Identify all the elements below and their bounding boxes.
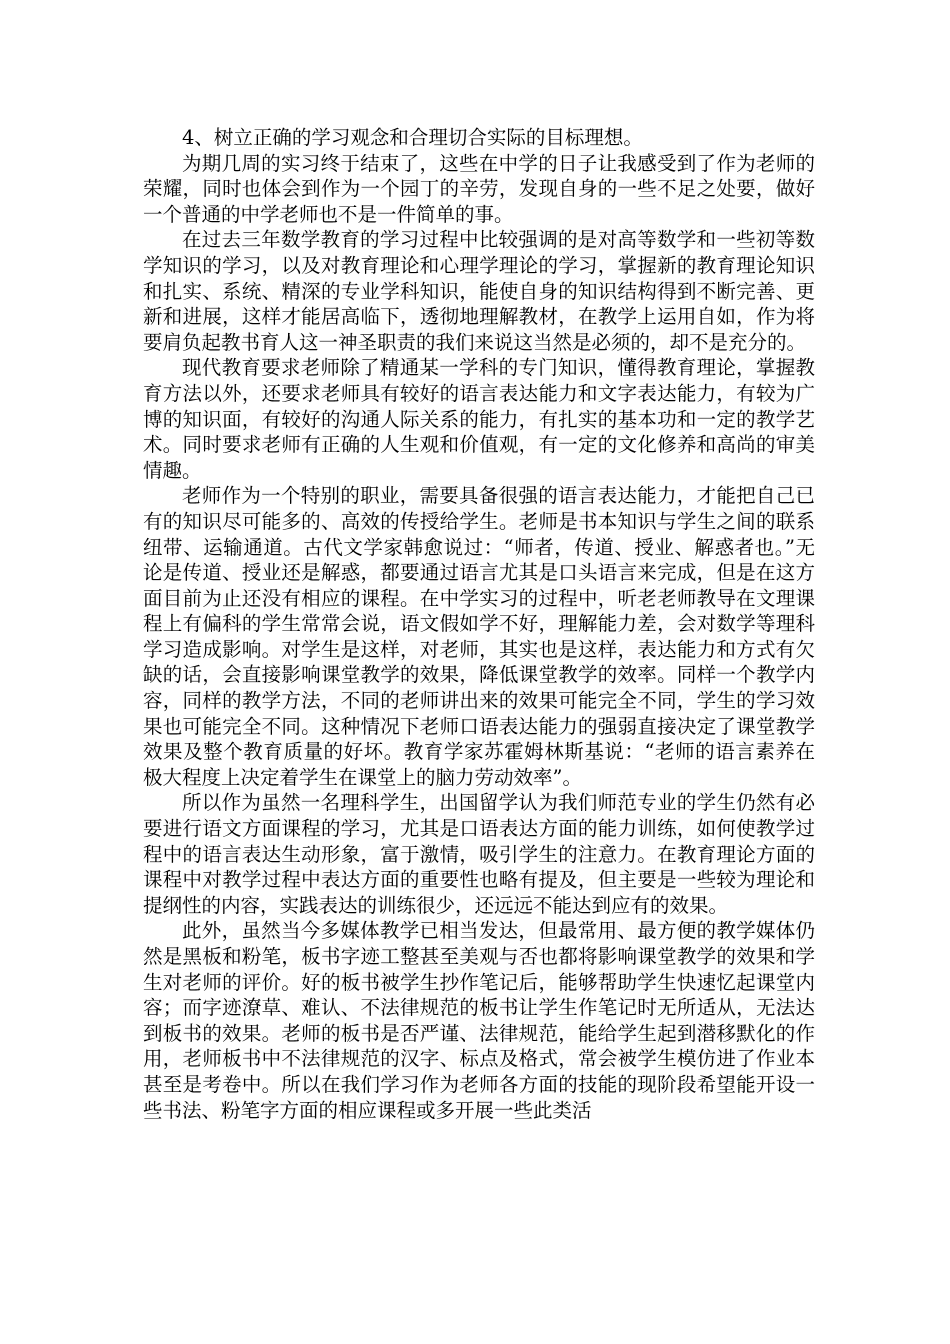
document-body: [143, 125, 815, 1123]
paragraph-blackboard-writing: 此外，虽然当今多媒体教学已相当发达，但最常用、最方便的教学媒体仍然是黑板和粉笔，板书字迹工整甚至美观与否也都将影响课堂教学的效果和学生对老师的评价。好的板书被学生抄作笔记后，能够帮助学生快速忆起课堂内容；而字迹潦草、难认、不法律规范的板书让学生作笔记时无所适从，无法达到板书的效果。老师的板书是否严谨、法律规范，能给学生起到潜移默化的作用，老师板书中不法律规范的汉字、标点及格式，常会被学生模仿进了作业本甚至是考卷中。所以在我们学习作为老师各方面的技能的现阶段希望能开设一些书法、粉笔字方面的相应课程或多开展一些此类活: [143, 919, 815, 1122]
paragraph-goal-item: 4、树立正确的学习观念和合理切合实际的目标理想。: [182, 126, 643, 149]
paragraph-language-courses: 所以作为虽然一名理科学生，出国留学认为我们师范专业的学生仍然有必要进行语文方面课程的学习，尤其是口语表达方面的能力训练，如何使教学过程中的语言表达生动形象，富于激情，吸引学生的注意力。在教育理论方面的课程中对教学过程中表达方面的重要性也略有提及，但主要是一些较为理论和提纲性的内容，实践表达的训练很少，还远远不能达到应有的效果。: [143, 791, 815, 917]
paragraph-math-education: 在过去三年数学教育的学习过程中比较强调的是对高等数学和一些初等数学知识的学习，以及对教育理论和心理学理论的学习，掌握新的教育理论知识和扎实、系统、精深的专业学科知识，能使自身的知识结构得到不断完善、更新和进展，这样才能居高临下，透彻地理解教材，在教学上运用自如，作为将要肩负起教书育人这一神圣职责的我们来说这当然是必须的，却不是充分的。: [143, 228, 815, 354]
paragraph-internship-summary: 为期几周的实习终于结束了，这些在中学的日子让我感受到了作为老师的荣耀，同时也体会到作为一个园丁的辛劳，发现自身的一些不足之处要，做好一个普通的中学老师也不是一件简单的事。: [143, 151, 815, 226]
paragraph-language-expression: 老师作为一个特别的职业，需要具备很强的语言表达能力，才能把自己已有的知识尽可能多的、高效的传授给学生。老师是书本知识与学生之间的联系纽带、运输通道。古代文学家韩愈说过：“师者，传道、授业、解惑者也。”无论是传道、授业还是解惑，都要通过语言尤其是口头语言来完成，但是在这方面目前为止还没有相应的课程。在中学实习的过程中，听老老师教导在文理课程上有偏科的学生常常会说，语文假如学不好，理解能力差，会对数学等理科学习造成影响。对学生是这样，对老师，其实也是这样，表达能力和方式有欠缺的话，会直接影响课堂教学的效果，降低课堂教学的效率。同样一个教学内容，同样的教学方法，不同的老师讲出来的效果可能完全不同，学生的学习效果也可能完全不同。这种情况下老师口语表达能力的强弱直接决定了课堂教学效果及整个教育质量的好坏。教育学家苏霍姆林斯基说：“老师的语言素养在极大程度上决定着学生在课堂上的脑力劳动效率”。: [143, 484, 815, 789]
paragraph-modern-education-requirements: 现代教育要求老师除了精通某一学科的专门知识，懂得教育理论，掌握教育方法以外，还要求老师具有较好的语言表达能力和文字表达能力，有较为广博的知识面，有较好的沟通人际关系的能力，有扎实的基本功和一定的教学艺术。同时要求老师有正确的人生观和价值观，有一定的文化修养和高尚的审美情趣。: [143, 356, 815, 482]
